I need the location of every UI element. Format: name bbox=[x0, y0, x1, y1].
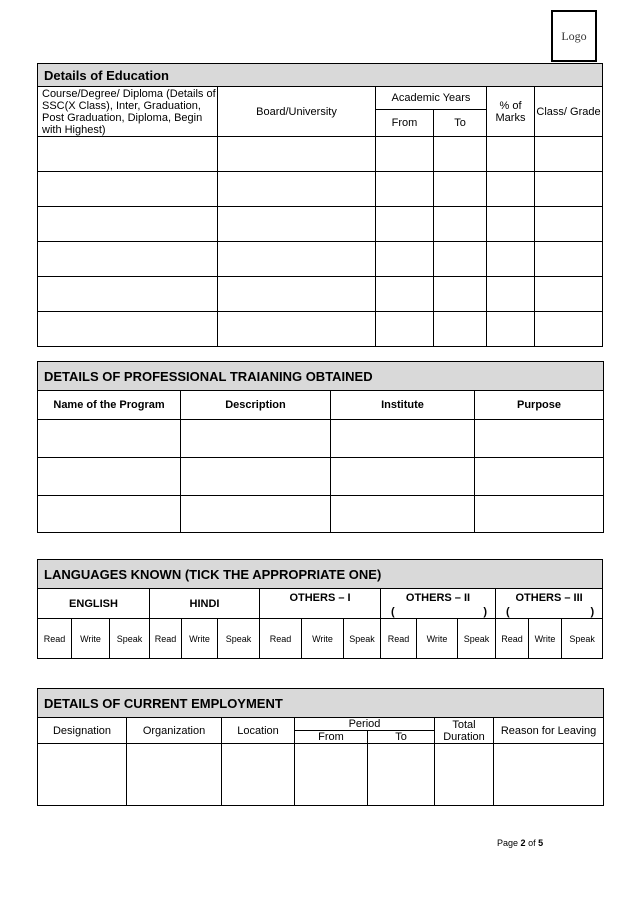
col-board: Board/University bbox=[218, 87, 376, 137]
paren-open: ( bbox=[391, 606, 395, 618]
paren-close: ) bbox=[590, 606, 595, 618]
lang-others-3 bbox=[496, 589, 603, 619]
read-checkbox-cell[interactable]: Read bbox=[496, 619, 529, 659]
logo-box bbox=[551, 10, 597, 62]
table-row bbox=[38, 137, 603, 172]
col-purpose: Purpose bbox=[475, 391, 604, 420]
col-total-duration: Total Duration bbox=[435, 718, 494, 744]
languages-table bbox=[37, 559, 603, 659]
table-row bbox=[38, 496, 604, 533]
speak-checkbox-cell[interactable]: Speak bbox=[110, 619, 150, 659]
col-period-to: To bbox=[368, 731, 435, 744]
write-checkbox-cell[interactable]: Write bbox=[182, 619, 218, 659]
write-checkbox-cell[interactable]: Write bbox=[529, 619, 562, 659]
logo-text: Logo bbox=[561, 28, 587, 43]
col-course: Course/Degree/ Diploma (Details of SSC(X Class), Inter, Graduation, Post Graduation, Diploma, Begin with Highest) bbox=[38, 87, 218, 137]
lang-others-2 bbox=[381, 589, 496, 619]
write-checkbox-cell[interactable]: Write bbox=[302, 619, 344, 659]
write-checkbox-cell[interactable]: Write bbox=[72, 619, 110, 659]
lang-others-2-label: OTHERS – II bbox=[405, 592, 471, 604]
education-table bbox=[37, 63, 603, 347]
col-class-grade: Class/ Grade bbox=[535, 87, 603, 137]
speak-checkbox-cell[interactable]: Speak bbox=[218, 619, 260, 659]
col-marks: % of Marks bbox=[487, 87, 535, 137]
languages-title: LANGUAGES KNOWN (TICK THE APPROPRIATE ONE) bbox=[38, 560, 603, 589]
employment-title: DETAILS OF CURRENT EMPLOYMENT bbox=[38, 689, 604, 718]
speak-checkbox-cell[interactable]: Speak bbox=[344, 619, 381, 659]
col-location: Location bbox=[222, 718, 295, 744]
col-description: Description bbox=[181, 391, 331, 420]
page-current: 2 bbox=[520, 838, 526, 848]
col-program-name: Name of the Program bbox=[38, 391, 181, 420]
table-row bbox=[38, 458, 604, 496]
table-row bbox=[38, 744, 604, 806]
page-number bbox=[497, 838, 543, 848]
speak-checkbox-cell[interactable]: Speak bbox=[562, 619, 603, 659]
lang-hindi: HINDI bbox=[150, 589, 260, 619]
col-period: Period bbox=[295, 718, 435, 731]
training-table bbox=[37, 361, 604, 533]
table-row bbox=[38, 172, 603, 207]
col-institute: Institute bbox=[331, 391, 475, 420]
col-organization: Organization bbox=[127, 718, 222, 744]
of-word: of bbox=[528, 838, 536, 848]
table-row bbox=[38, 420, 604, 458]
col-reason-for-leaving: Reason for Leaving bbox=[494, 718, 604, 744]
employment-table bbox=[37, 688, 604, 806]
paren-open: ( bbox=[506, 606, 510, 618]
lang-english: ENGLISH bbox=[38, 589, 150, 619]
table-row bbox=[38, 312, 603, 347]
read-checkbox-cell[interactable]: Read bbox=[381, 619, 417, 659]
lang-others-3-label: OTHERS – III bbox=[515, 592, 583, 604]
col-period-from: From bbox=[295, 731, 368, 744]
page-total: 5 bbox=[538, 838, 544, 848]
read-checkbox-cell[interactable]: Read bbox=[38, 619, 72, 659]
page-word: Page bbox=[497, 838, 519, 848]
paren-close: ) bbox=[483, 606, 487, 618]
read-checkbox-cell[interactable]: Read bbox=[150, 619, 182, 659]
write-checkbox-cell[interactable]: Write bbox=[417, 619, 458, 659]
table-row bbox=[38, 242, 603, 277]
table-row bbox=[38, 207, 603, 242]
col-to: To bbox=[434, 110, 487, 137]
lang-others-1: OTHERS – I bbox=[260, 589, 381, 619]
speak-checkbox-cell[interactable]: Speak bbox=[458, 619, 496, 659]
col-academic-years: Academic Years bbox=[376, 87, 487, 110]
education-title: Details of Education bbox=[38, 64, 603, 87]
table-row bbox=[38, 277, 603, 312]
col-from: From bbox=[376, 110, 434, 137]
col-designation: Designation bbox=[38, 718, 127, 744]
training-title: DETAILS OF PROFESSIONAL TRAIANING OBTAINED bbox=[38, 362, 604, 391]
read-checkbox-cell[interactable]: Read bbox=[260, 619, 302, 659]
